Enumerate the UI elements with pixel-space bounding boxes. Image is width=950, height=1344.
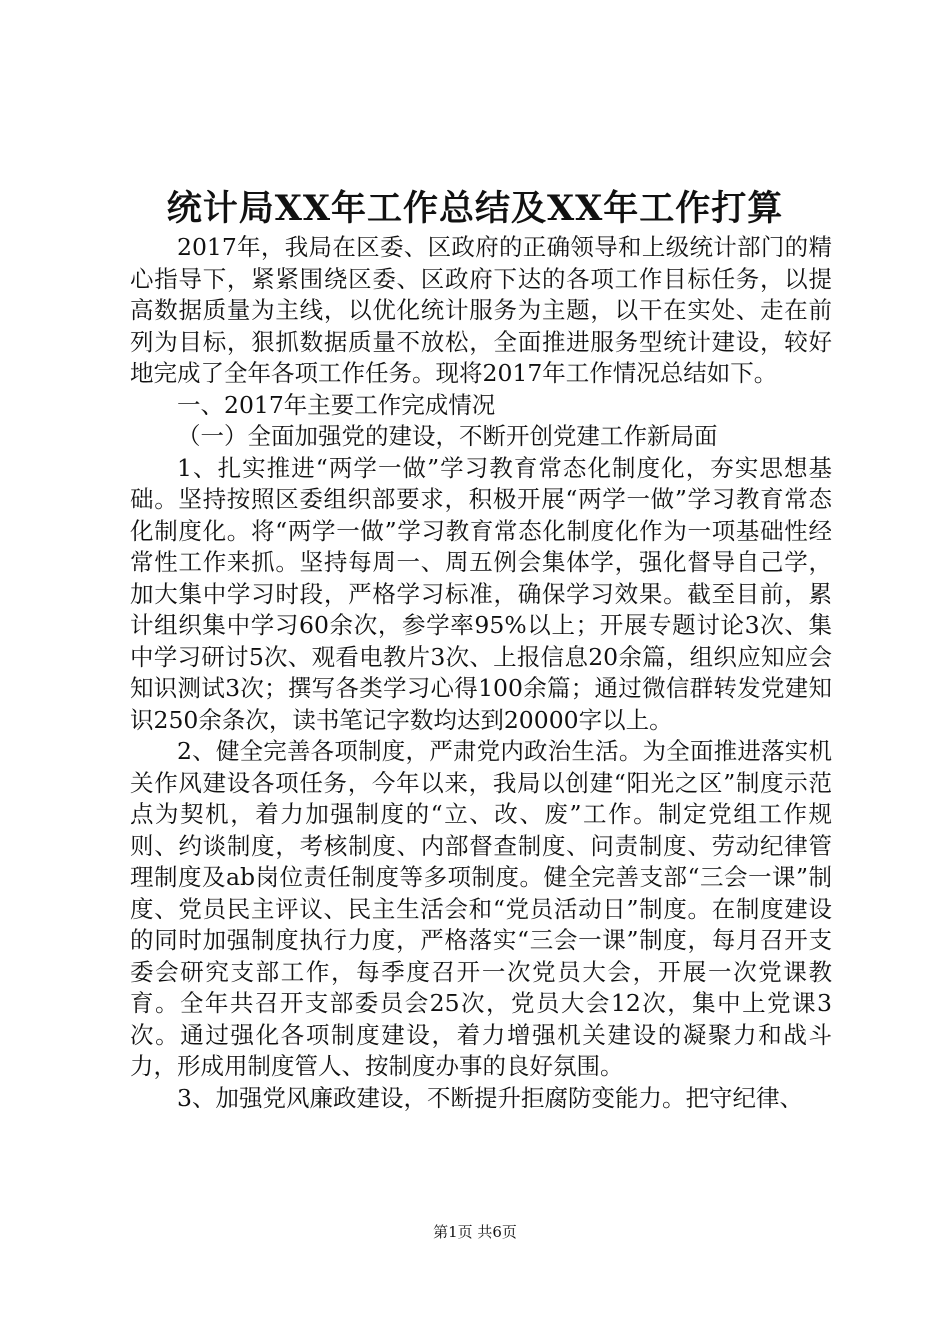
paragraph-item-2: 2、健全完善各项制度，严肃党内政治生活。为全面推进落实机关作风建设各项任务，今年以来，我局以创建“阳光之区”制度示范点为契机，着力加强制度的“立、改、废”工作。制定党组工作规则、约谈制度，考核制度、内部督查制度、问责制度、劳动纪律管理制度及ab岗位责任制度等多项制度。健全完善支部“三会一课”制度、党员民主评议、民主生活会和“党员活动日”制度。在制度建设的同时加强制度执行力度，严格落实“三会一课”制度，每月召开支委会研究支部工作，每季度召开一次党员大会，开展一次党课教育。全年共召开支部委员会25次，党员大会12次，集中上党课3次。通过强化各项制度建设，着力增强机关建设的凝聚力和战斗力，形成用制度管人、按制度办事的良好氛围。 <box>130 737 832 1080</box>
paragraph-intro: 2017年，我局在区委、区政府的正确领导和上级统计部门的精心指导下，紧紧围绕区委、区政府下达的各项工作目标任务，以提高数据质量为主线，以优化统计服务为主题，以干在实处、走在前列为目标，狠抓数据质量不放松，全面推进服务型统计建设，较好地完成了全年各项工作任务。现将2017年工作情况总结如下。 <box>130 233 832 387</box>
subsection-heading-1: （一）全面加强党的建设，不断开创党建工作新局面 <box>177 422 718 450</box>
page-number-footer: 第1页 共6页 <box>433 1223 517 1241</box>
paragraph-item-3: 3、加强党风廉政建设，不断提升拒腐防变能力。把守纪律、 <box>177 1083 803 1112</box>
document-title: 统计局XX年工作总结及XX年工作打算 <box>166 188 784 229</box>
section-heading-1: 一、2017年主要工作完成情况 <box>177 390 496 419</box>
document-body <box>130 232 832 1114</box>
paragraph-item-1: 1、扎实推进“两学一做”学习教育常态化制度化，夯实思想基础。坚持按照区委组织部要求，积极开展“两学一做”学习教育常态化制度化。将“两学一做”学习教育常态化制度化作为一项基础性经常性工作来抓。坚持每周一、周五例会集体学，强化督导自己学，加大集中学习时段，严格学习标准，确保学习效果。截至目前，累计组织集中学习60余次，参学率95%以上；开展专题讨论3次、集中学习研讨5次、观看电教片3次、上报信息20余篇，组织应知应会知识测试3次；撰写各类学习心得100余篇；通过微信群转发党建知识250余条次，读书笔记字数均达到20000字以上。 <box>130 453 832 734</box>
